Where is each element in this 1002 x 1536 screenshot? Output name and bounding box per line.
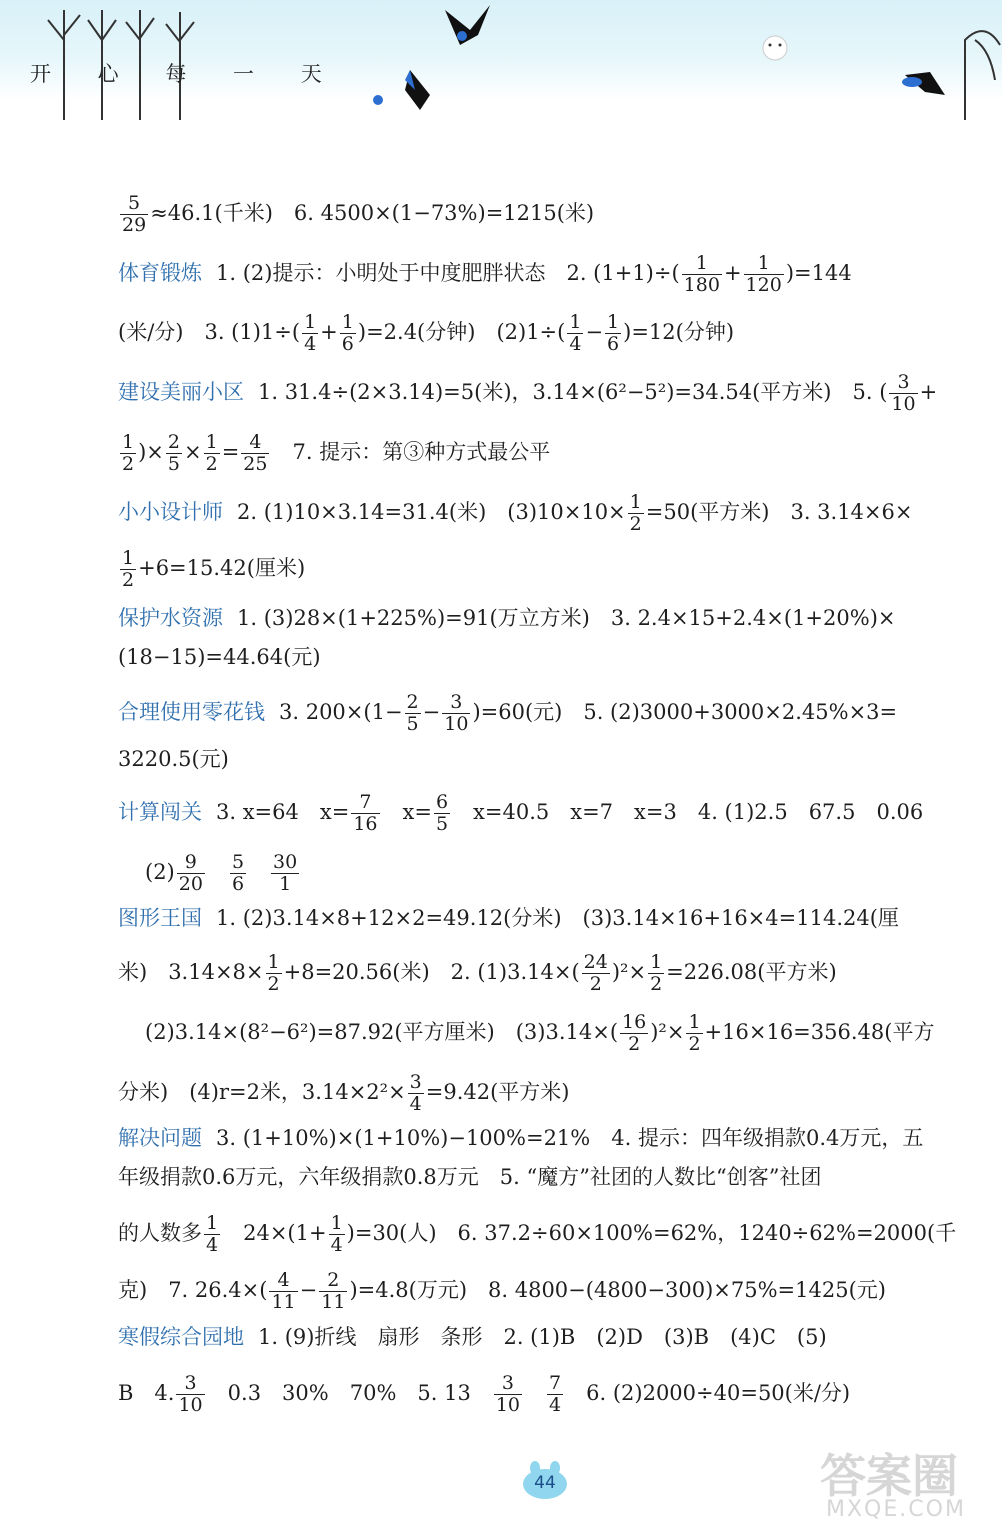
fraction: $\frac{1}{180}$: [683, 252, 720, 296]
fraction: $\frac{1}{2}$: [205, 431, 218, 475]
bird-icon: [902, 72, 945, 95]
fraction: $\frac{1}{2}$: [650, 951, 663, 995]
answer-line: 图形王国 1. (2)3.14×8+12×2=49.12(分米) (3)3.14×16+16×4=114.24(厘: [118, 906, 899, 930]
fraction: $\frac{16}{2}$: [622, 1011, 647, 1055]
fraction: $\frac{5}{6}$: [231, 851, 245, 895]
fraction: $\frac{1}{6}$: [607, 311, 620, 355]
fraction: $\frac{2}{5}$: [406, 691, 419, 735]
fraction: $\frac{1}{2}$: [267, 951, 280, 995]
answer-line: 3220.5(元): [118, 747, 229, 771]
answer-line: 寒假综合园地 1. (9)折线 扇形 条形 2. (1)B (2)D (3)B (4)C (5): [118, 1325, 827, 1349]
answer-line: 建设美丽小区 1. 31.4÷(2×3.14)=5(米)，3.14×(6²−5²)=34.54(平方米) 5. ( $\frac{3}{10}$ +: [118, 371, 938, 415]
answer-line: (18−15)=44.64(元): [118, 645, 321, 669]
section-title: 体育锻炼: [118, 261, 202, 285]
snowman-icon: [763, 36, 787, 60]
willow-tree-illustration: [965, 31, 1000, 120]
fraction: $\frac{3}{10}$: [891, 371, 916, 415]
berry-icon: [373, 95, 383, 105]
answer-line: 小小设计师 2. (1)10×3.14=31.4(米) (3)10×10× $\frac{1}{2}$ =50(平方米) 3. 3.14×6×: [118, 491, 913, 535]
bird-icon: [405, 70, 430, 110]
answer-line: 保护水资源 1. (3)28×(1+225%)=91(万立方米) 3. 2.4×15+2.4×(1+20%)×: [118, 606, 896, 630]
page-number: 44: [534, 1473, 556, 1493]
answer-line: $\frac{1}{2}$ +6=15.42(厘米): [122, 547, 306, 591]
watermark-site: MXQE.COM: [826, 1497, 966, 1522]
section-title: 计算闯关: [118, 800, 202, 824]
fraction: $\frac{3}{10}$: [178, 1372, 203, 1416]
fraction: $\frac{1}{4}$: [304, 311, 317, 355]
fraction: $\frac{1}{4}$: [569, 311, 582, 355]
fraction: $\frac{2}{11}$: [321, 1269, 346, 1313]
section-title: 保护水资源: [118, 606, 223, 630]
fraction: $\frac{1}{4}$: [206, 1212, 219, 1256]
header-title: 开 心 每 一 天: [30, 62, 342, 86]
fraction: $\frac{1}{2}$: [122, 431, 135, 475]
answer-line: 年级捐款0.6万元，六年级捐款0.8万元 5. “魔方”社团的人数比“创客”社团: [118, 1165, 822, 1189]
answer-line: 计算闯关 3. x=64 x= $\frac{7}{16}$ x= $\frac{6}{5}$ x=40.5 x=7 x=3 4. (1)2.5 67.5 0.06: [118, 791, 924, 835]
answer-line: 解决问题 3. (1+10%)×(1+10%)−100%=21% 4. 提示：四年级捐款0.4万元，五: [118, 1126, 924, 1150]
section-title: 合理使用零花钱: [118, 700, 265, 724]
answer-line: 米) 3.14×8× $\frac{1}{2}$ +8=20.56(米) 2. (1)3.14×( $\frac{24}{2}$ )²× $\frac{1}{2}$ =226.08(平方米): [118, 951, 837, 995]
answer-line: 分米) (4)r=2米，3.14×2²× $\frac{3}{4}$ =9.42(平方米): [118, 1071, 570, 1115]
section-title: 解决问题: [118, 1126, 202, 1150]
fraction: $\frac{24}{2}$: [583, 951, 608, 995]
answer-line: $\frac{1}{2}$ )× $\frac{2}{5}$ × $\frac{1}{2}$ = $\frac{4}{25}$ 7. 提示：第③种方式最公平: [122, 431, 551, 475]
section-title: 寒假综合园地: [118, 1325, 244, 1349]
fraction: $\frac{4}{11}$: [271, 1269, 296, 1313]
fraction: $\frac{1}{120}$: [745, 252, 782, 296]
answer-line: 合理使用零花钱 3. 200×(1− $\frac{2}{5}$ − $\frac{3}{10}$ )=60(元) 5. (2)3000+3000×2.45%×3=: [118, 691, 898, 735]
bird-icon: [445, 5, 490, 45]
fraction: $\frac{1}{6}$: [341, 311, 354, 355]
fraction: $\frac{6}{5}$: [435, 791, 449, 835]
fraction: $\frac{7}{4}$: [549, 1372, 562, 1416]
section-title: 小小设计师: [118, 500, 223, 524]
answer-line: 体育锻炼 1. (2)提示：小明处于中度肥胖状态 2. (1+1)÷( $\frac{1}{180}$ + $\frac{1}{120}$ )=144: [118, 252, 852, 296]
fraction: $\frac{1}{2}$: [629, 491, 642, 535]
answer-line: B 4. $\frac{3}{10}$ 0.3 30% 70% 5. 13 $\frac{3}{10}$ $\frac{7}{4}$ 6. (2)2000÷40=50(米/分): [118, 1372, 851, 1416]
fraction: $\frac{1}{4}$: [330, 1212, 343, 1256]
answer-line: (2)3.14×(8²−6²)=87.92(平方厘米) (3)3.14×( $\frac{16}{2}$ )²× $\frac{1}{2}$ +16×16=356.48(平方: [145, 1011, 935, 1055]
fraction: $\frac{4}{25}$: [243, 431, 268, 475]
fraction: $\frac{30}{1}$: [273, 851, 298, 895]
watermark-logo: 答案圈: [820, 1449, 958, 1503]
answer-line: (米/分) 3. (1)1÷( $\frac{1}{4}$ + $\frac{1}{6}$ )=2.4(分钟) (2)1÷( $\frac{1}{4}$ − $\frac{1}{6}$ )=12(分钟): [118, 311, 735, 355]
section-title: 建设美丽小区: [118, 380, 244, 404]
answer-line: $\frac{5}{29}$ ≈46.1(千米) 6. 4500×(1−73%)=1215(米): [122, 192, 595, 236]
answer-line: (2) $\frac{9}{20}$ $\frac{5}{6}$ $\frac{30}{1}$: [145, 851, 298, 895]
section-title: 图形王国: [118, 906, 202, 930]
fraction: $\frac{1}{2}$: [122, 547, 135, 591]
fraction: $\frac{5}{29}$: [122, 192, 147, 236]
answer-line: 的人数多 $\frac{1}{4}$ 24×(1+ $\frac{1}{4}$ )=30(人) 6. 37.2÷60×100%=62%，1240÷62%=2000(千: [118, 1212, 957, 1256]
fraction: $\frac{3}{4}$: [409, 1071, 422, 1115]
fraction: $\frac{3}{10}$: [495, 1372, 521, 1416]
fraction: $\frac{9}{20}$: [178, 851, 203, 895]
answer-line: 克) 7. 26.4×( $\frac{4}{11}$ − $\frac{2}{11}$ )=4.8(万元) 8. 4800−(4800−300)×75%=1425(元): [118, 1269, 886, 1313]
fraction: $\frac{1}{2}$: [688, 1011, 701, 1055]
fraction: $\frac{2}{5}$: [167, 431, 180, 475]
fraction: $\frac{7}{16}$: [353, 791, 378, 835]
fraction: $\frac{3}{10}$: [444, 691, 469, 735]
